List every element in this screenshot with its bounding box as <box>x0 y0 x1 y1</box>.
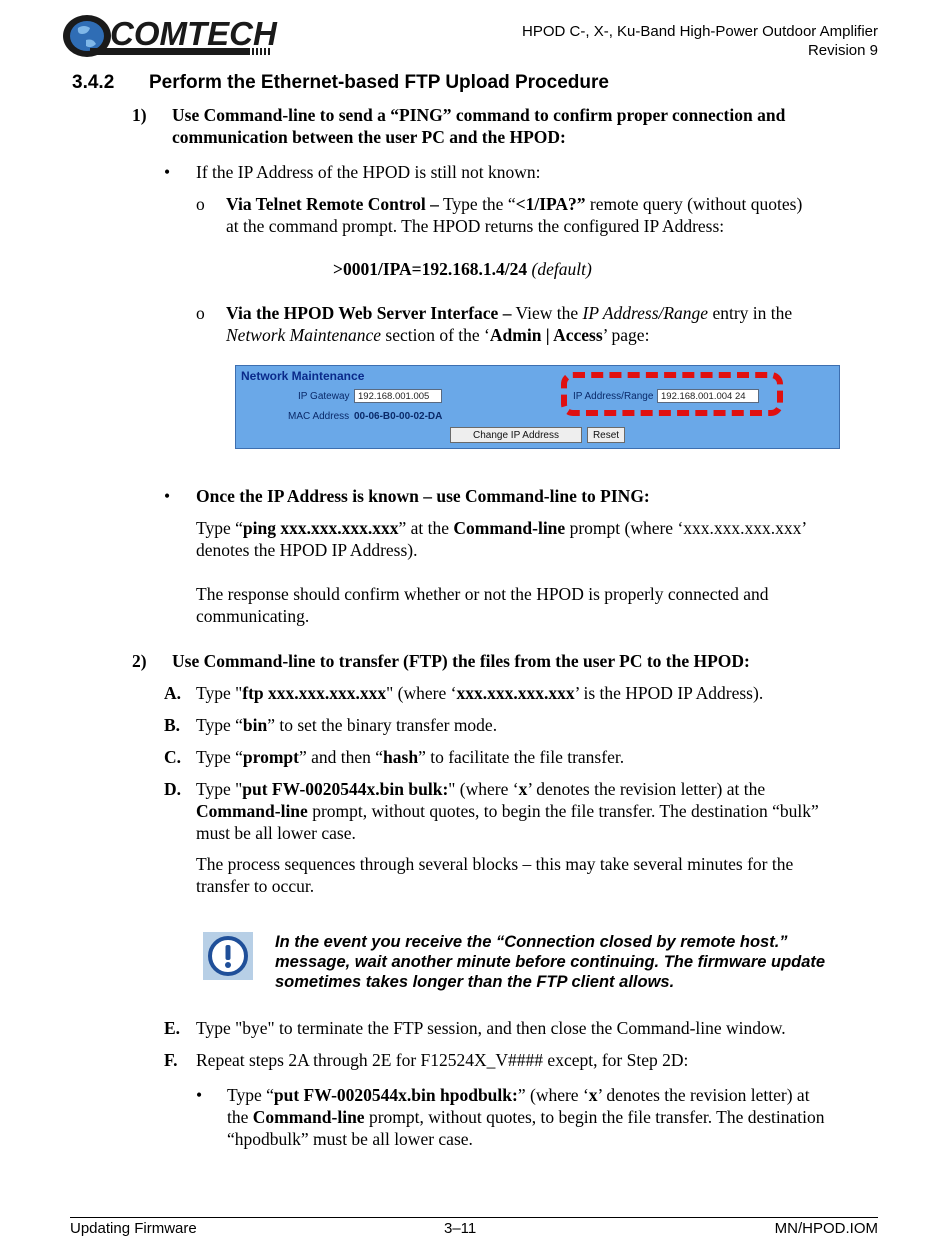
bullet-ip-unknown: If the IP Address of the HPOD is still not known: <box>196 162 541 182</box>
web-instruction <box>226 302 876 346</box>
sub-bullet-marker: o <box>196 303 205 323</box>
step-d-label: D. <box>164 779 182 799</box>
step-c-t1: Type “ <box>196 747 243 767</box>
telnet-text-2: remote query (without quotes) <box>585 194 803 214</box>
footer-doc-id: MN/HPOD.IOM <box>774 1220 878 1237</box>
step-a-ip: xxx.xxx.xxx.xxx <box>456 683 575 703</box>
reset-button[interactable]: Reset <box>587 427 625 443</box>
step2-number: 2) <box>132 651 147 671</box>
web-lead: Via the HPOD Web Server Interface – <box>226 303 512 323</box>
step-d-t3: ’ denotes the revision letter) at the <box>527 779 766 799</box>
step-e-label: E. <box>164 1018 181 1038</box>
step-d-t1: Type " <box>196 779 243 799</box>
ping-line2: denotes the HPOD IP Address). <box>196 540 418 560</box>
network-maintenance-panel <box>235 365 840 449</box>
step-e-text: Type "bye" to terminate the FTP session, and then close the Command-line window. <box>196 1018 786 1038</box>
ipa-response-value: >0001/IPA=192.168.1.4/24 <box>333 259 528 279</box>
step1-title-line2: communication between the user PC and the HPOD: <box>172 127 566 147</box>
step2-title: Use Command-line to transfer (FTP) the files from the user PC to the HPOD: <box>172 651 750 671</box>
web-text-2: entry in the <box>708 303 793 323</box>
ping-response-line1: The response should confirm whether or not the HPOD is properly connected and <box>196 584 769 604</box>
step-c-label: C. <box>164 747 182 767</box>
section-heading <box>72 72 609 94</box>
web-page: Admin | Access <box>489 325 603 345</box>
step-b-command: bin <box>242 715 268 735</box>
step-b-label: B. <box>164 715 181 735</box>
mac-address-label: MAC Address <box>288 411 350 422</box>
step-f-x: x <box>588 1085 598 1105</box>
step-d-command: put FW-0020544x.bin bulk: <box>242 779 449 799</box>
step-d-x: x <box>518 779 528 799</box>
step-f-b-t5: prompt, without quotes, to begin the file transfer. The destination <box>364 1107 825 1127</box>
footer-divider <box>70 1217 878 1218</box>
ping-response-line2: communicating. <box>196 606 310 626</box>
step-f-command: put FW-0020544x.bin hpodbulk: <box>273 1085 518 1105</box>
step-f-text: Repeat steps 2A through 2E for F12524X_V#### except, for Step 2D: <box>196 1050 689 1070</box>
ipa-response <box>333 258 592 280</box>
web-text-4: ’ page: <box>602 325 650 345</box>
bullet-dot: • <box>164 486 171 506</box>
telnet-instruction <box>226 193 876 237</box>
ipa-response-default: (default) <box>527 259 592 279</box>
bullet-dot: • <box>164 162 171 182</box>
step-c-t3: ” to facilitate the file transfer. <box>418 747 625 767</box>
step-a-text <box>196 682 763 704</box>
step-a-command: ftp xxx.xxx.xxx.xxx <box>242 683 387 703</box>
note-line1: In the event you receive the “Connection closed by remote host.” <box>275 933 788 951</box>
ip-range-label: IP Address/Range <box>573 391 654 402</box>
note-line2: message, wait another minute before continuing. The firmware update <box>275 953 826 971</box>
telnet-line2: at the command prompt. The HPOD returns the configured IP Address: <box>226 216 725 236</box>
step-d-p2-line2: transfer to occur. <box>196 876 315 896</box>
section-title: Perform the Ethernet-based FTP Upload Procedure <box>149 72 609 93</box>
step-c-command-hash: hash <box>383 747 419 767</box>
change-ip-address-button[interactable]: Change IP Address <box>450 427 582 443</box>
footer-chapter: Updating Firmware <box>70 1220 197 1237</box>
step-c-t2: ” and then “ <box>298 747 384 767</box>
telnet-query: <1/IPA?” <box>515 194 586 214</box>
ip-gateway-label: IP Gateway <box>298 391 350 402</box>
logo-text: COMTECH <box>110 15 277 52</box>
comtech-logo <box>60 12 285 60</box>
step-f-b-t1: Type “ <box>227 1085 274 1105</box>
document-header <box>522 22 878 60</box>
panel-title: Network Maintenance <box>241 369 365 383</box>
header-title: HPOD C-, X-, Ku-Band High-Power Outdoor Amplifier <box>522 23 878 40</box>
bullet-ip-known: Once the IP Address is known – use Command-line to PING: <box>196 486 650 506</box>
ip-range-input[interactable]: 192.168.001.004 24 <box>657 389 759 403</box>
header-revision: Revision 9 <box>807 42 878 59</box>
step-b-t1: Type “ <box>196 715 243 735</box>
step-f-label: F. <box>164 1050 178 1070</box>
footer-page-number: 3–11 <box>444 1220 477 1237</box>
note-line3: sometimes takes longer than the FTP client allows. <box>275 973 675 991</box>
telnet-lead: Via Telnet Remote Control – <box>226 194 439 214</box>
ping-text: Type “ <box>196 518 243 538</box>
step-d-t2: " (where ‘ <box>448 779 519 799</box>
step-f-b-line3: “hpodbulk” must be all lower case. <box>227 1129 473 1149</box>
web-entry: IP Address/Range <box>582 303 709 323</box>
step-d-paragraph2 <box>196 853 886 897</box>
web-text: View the <box>511 303 583 323</box>
step-f-b-t3: ’ denotes the revision letter) at <box>597 1085 810 1105</box>
step-a-t3: ’ is the HPOD IP Address). <box>574 683 764 703</box>
step-f-bullet <box>227 1084 887 1150</box>
ping-instruction <box>196 517 876 561</box>
step-a-label: A. <box>164 683 182 703</box>
step1-number: 1) <box>132 105 147 125</box>
web-section: Network Maintenance <box>226 325 382 345</box>
section-number: 3.4.2 <box>72 72 115 93</box>
step-c-text <box>196 746 624 768</box>
ping-command-line: Command-line <box>453 518 566 538</box>
caution-icon <box>203 932 253 980</box>
step-d-text <box>196 778 886 844</box>
web-text-3: section of the ‘ <box>381 325 490 345</box>
ping-command: ping xxx.xxx.xxx.xxx <box>242 518 399 538</box>
step-f-b-t4: the <box>227 1107 253 1127</box>
highlight-dashed-outline <box>561 372 783 416</box>
ping-text-3: prompt (where ‘xxx.xxx.xxx.xxx’ <box>565 518 808 538</box>
step-d-p2-line1: The process sequences through several blocks – this may take several minutes for the <box>196 854 794 874</box>
telnet-text: Type the “ <box>438 194 516 214</box>
step-b-t2: ” to set the binary transfer mode. <box>267 715 498 735</box>
step-d-command-line: Command-line <box>196 801 308 821</box>
step-d-line3: must be all lower case. <box>196 823 356 843</box>
bullet-dot: • <box>196 1085 203 1105</box>
mac-address-value: 00-06-B0-00-02-DA <box>354 411 443 422</box>
sub-bullet-marker: o <box>196 194 205 214</box>
step1-title <box>172 104 785 148</box>
step-b-text <box>196 714 497 736</box>
ping-response-paragraph <box>196 583 876 627</box>
step-f-command-line: Command-line <box>252 1107 365 1127</box>
ip-gateway-input[interactable]: 192.168.001.005 <box>354 389 442 403</box>
step-c-command-prompt: prompt <box>242 747 299 767</box>
ping-text-2: ” at the <box>398 518 454 538</box>
step-a-t2: " (where ‘ <box>386 683 457 703</box>
step-a-t1: Type " <box>196 683 243 703</box>
caution-note <box>275 932 865 992</box>
step1-title-line1: Use Command-line to send a “PING” command to confirm proper connection and <box>172 105 786 125</box>
step-d-t4: prompt, without quotes, to begin the file transfer. The destination “bulk” <box>307 801 819 821</box>
step-f-b-t2: ” (where ‘ <box>517 1085 589 1105</box>
